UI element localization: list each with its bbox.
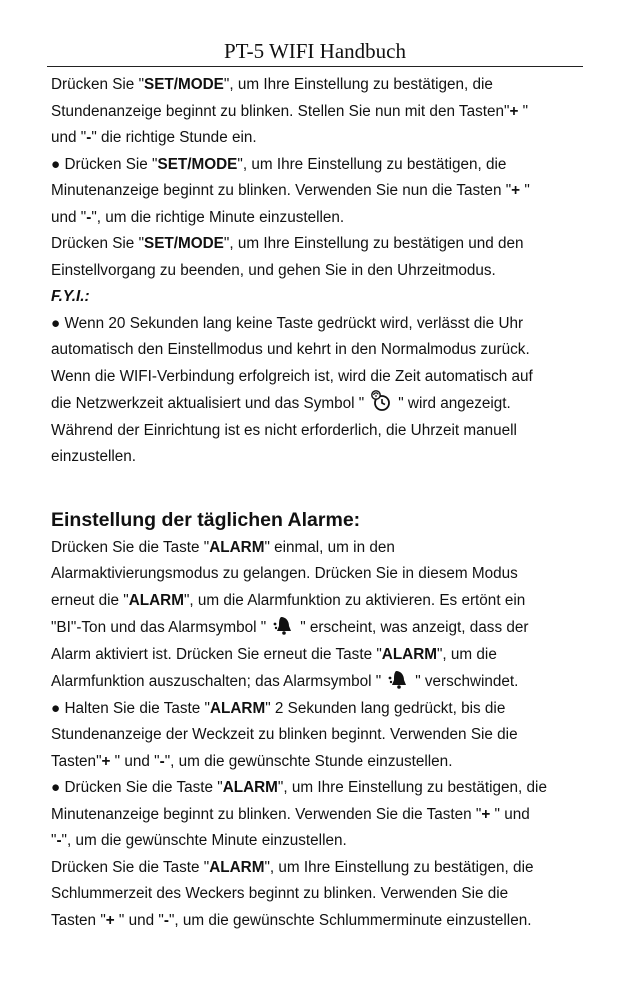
key-minus: - bbox=[86, 208, 92, 226]
paragraph-line: Wenn die WIFI-Verbindung erfolgreich ist, wird die Zeit automatisch auf bbox=[51, 367, 533, 385]
paragraph-line: erneut die "ALARM", um die Alarmfunktion zu aktivieren. Es ertönt ein bbox=[51, 591, 526, 609]
key-alarm: ALARM bbox=[209, 699, 266, 717]
key-set-mode: SET/MODE bbox=[144, 235, 224, 252]
page-title: PT-5 WIFI Handbuch bbox=[224, 39, 406, 63]
paragraph-line: Schlummerzeit des Weckers beginnt zu blinken. Verwenden Sie die bbox=[51, 885, 509, 902]
key-set-mode: SET/MODE bbox=[157, 155, 238, 173]
key-minus: - bbox=[56, 832, 62, 849]
paragraph-line: die Netzwerkzeit aktualisiert und das Symbol " " wird angezeigt. bbox=[51, 390, 581, 418]
paragraph-line: ● Wenn 20 Sekunden lang keine Taste gedrückt wird, verlässt die Uhr bbox=[51, 314, 524, 332]
alarm-bell-icon bbox=[272, 614, 294, 636]
paragraph-line: Alarmfunktion auszuschalten; das Alarmsymbol " " verschwindet. bbox=[51, 668, 581, 696]
paragraph-line: und "-", um die richtige Minute einzustellen. bbox=[51, 208, 345, 226]
key-minus: - bbox=[159, 752, 165, 770]
key-plus: + bbox=[481, 805, 491, 823]
key-plus: + bbox=[511, 182, 521, 199]
key-plus: + bbox=[101, 752, 111, 770]
paragraph-line: und "-" die richtige Stunde ein. bbox=[51, 129, 257, 146]
paragraph-line: Stundenanzeige beginnt zu blinken. Stellen Sie nun mit den Tasten"+ " bbox=[51, 102, 529, 120]
section-heading: Einstellung der täglichen Alarme: bbox=[51, 508, 361, 531]
key-plus: + bbox=[509, 102, 519, 120]
page-header bbox=[47, 34, 583, 67]
fyi-label: F.Y.I.: bbox=[51, 288, 90, 305]
paragraph-line: "BI"-Ton und das Alarmsymbol " " erscheint, was anzeigt, dass der bbox=[51, 614, 581, 642]
paragraph-line: Während der Einrichtung ist es nicht erforderlich, die Uhrzeit manuell bbox=[51, 421, 517, 439]
page-content bbox=[51, 72, 581, 934]
paragraph-line: Drücken Sie die Taste "ALARM" einmal, um in den bbox=[51, 538, 395, 556]
key-alarm: ALARM bbox=[222, 779, 278, 796]
paragraph-line: Tasten"+ " und "-", um die gewünschte Stunde einzustellen. bbox=[51, 752, 453, 770]
paragraph-line: einzustellen. bbox=[51, 448, 137, 465]
key-minus: - bbox=[86, 129, 92, 146]
paragraph-line: Alarmaktivierungsmodus zu gelangen. Drücken Sie in diesem Modus bbox=[51, 565, 518, 582]
paragraph-line: ● Drücken Sie die Taste "ALARM", um Ihre Einstellung zu bestätigen, die bbox=[51, 779, 547, 796]
paragraph-line: ● Halten Sie die Taste "ALARM" 2 Sekunden lang gedrückt, bis die bbox=[51, 699, 506, 717]
paragraph-line: Stundenanzeige der Weckzeit zu blinken beginnt. Verwenden Sie die bbox=[51, 726, 518, 743]
paragraph-line: Minutenanzeige beginnt zu blinken. Verwenden Sie die Tasten "+ " und bbox=[51, 805, 530, 823]
key-alarm: ALARM bbox=[209, 538, 265, 556]
paragraph-line: "-", um die gewünschte Minute einzustellen. bbox=[51, 832, 347, 849]
paragraph-line: Drücken Sie "SET/MODE", um Ihre Einstellung zu bestätigen und den bbox=[51, 235, 524, 252]
key-alarm: ALARM bbox=[381, 645, 437, 663]
key-minus: - bbox=[163, 911, 169, 929]
alarm-bell-icon bbox=[387, 668, 409, 690]
key-set-mode: SET/MODE bbox=[144, 76, 224, 93]
key-alarm: ALARM bbox=[128, 591, 184, 609]
paragraph-line: automatisch den Einstellmodus und kehrt in den Normalmodus zurück. bbox=[51, 341, 530, 358]
paragraph-line: Einstellvorgang zu beenden, und gehen Sie in den Uhrzeitmodus. bbox=[51, 261, 496, 279]
key-plus: + bbox=[105, 911, 115, 929]
paragraph-line: Drücken Sie "SET/MODE", um Ihre Einstellung zu bestätigen, die bbox=[51, 76, 493, 93]
paragraph-line: ● Drücken Sie "SET/MODE", um Ihre Einstellung zu bestätigen, die bbox=[51, 155, 507, 173]
paragraph-line: Drücken Sie die Taste "ALARM", um Ihre Einstellung zu bestätigen, die bbox=[51, 858, 534, 876]
paragraph-line: Tasten "+ " und "-", um die gewünschte Schlummerminute einzustellen. bbox=[51, 911, 532, 929]
paragraph-line: Alarm aktiviert ist. Drücken Sie erneut die Taste "ALARM", um die bbox=[51, 645, 497, 663]
wifi-sync-icon bbox=[370, 390, 392, 412]
key-alarm: ALARM bbox=[209, 858, 265, 876]
paragraph-line: Minutenanzeige beginnt zu blinken. Verwenden Sie nun die Tasten "+ " bbox=[51, 182, 530, 199]
